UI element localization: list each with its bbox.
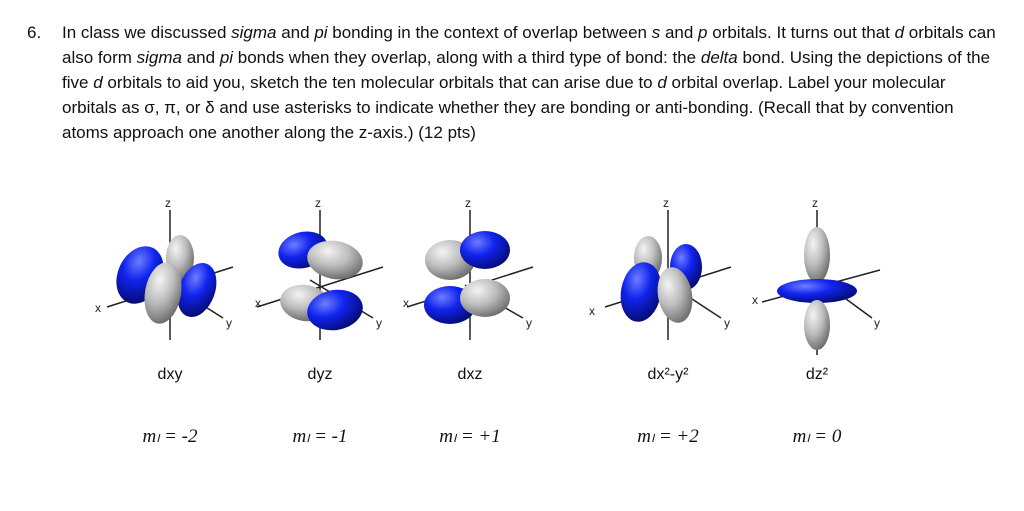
z-axis-label: z [315, 196, 321, 210]
y-axis-label: y [724, 316, 730, 330]
dz2-diagram [732, 180, 902, 360]
x-axis-label: x [589, 304, 595, 318]
dxy-diagram [85, 180, 255, 360]
question-number: 6. [27, 23, 42, 42]
z-axis-label: z [465, 196, 471, 210]
z-axis-label: z [663, 196, 669, 210]
x-axis-label: x [255, 296, 261, 310]
ml-value: mₗ = -2 [142, 426, 198, 447]
orbital-dx2-y2 [583, 180, 753, 480]
ml-value: mₗ = 0 [792, 426, 842, 447]
y-axis-label: y [874, 316, 880, 330]
orbital-label: dxy [157, 366, 183, 383]
ml-value: mₗ = +2 [637, 426, 699, 447]
orbital-dyz [235, 180, 405, 480]
orbital-label: dx²-y² [647, 366, 689, 383]
orbital-gallery [0, 180, 1024, 480]
z-axis-label: z [165, 196, 171, 210]
dyz-diagram [235, 180, 405, 360]
orbital-label: dxz [457, 366, 483, 383]
orbital-dz2 [732, 180, 902, 480]
y-axis-label: y [526, 316, 532, 330]
x-axis-label: x [752, 293, 758, 307]
orbital-label: dz² [805, 366, 829, 383]
question-text: In class we discussed sigma and pi bonding in the context of overlap between s and p orbitals. It turns out that d orbitals can also form sigma and pi bonds when they overlap, along with a third type of bond: the delta bond. Using the depictions of the five d orbitals to aid you, sketch the ten molecular orbitals that can arise due to d orbital overlap. Label your molecular orbitals as σ, π, or δ and use asterisks to indicate whether they are bonding or anti-bonding. (Recall that by convention atoms approach one another along the z-axis.) (12 pts) [62, 23, 996, 142]
x-axis-label: x [95, 301, 101, 315]
orbital-label: dyz [307, 366, 333, 383]
x-axis-label: x [403, 296, 409, 310]
orbital-dxz [385, 180, 555, 480]
y-axis-label: y [376, 316, 382, 330]
ml-value: mₗ = +1 [439, 426, 501, 447]
orbital-dxy [85, 180, 255, 480]
y-axis-label: y [226, 316, 232, 330]
dx2-y2-diagram [583, 180, 753, 360]
dxz-diagram [385, 180, 555, 360]
ml-value: mₗ = -1 [292, 426, 348, 447]
z-axis-label: z [812, 196, 818, 210]
